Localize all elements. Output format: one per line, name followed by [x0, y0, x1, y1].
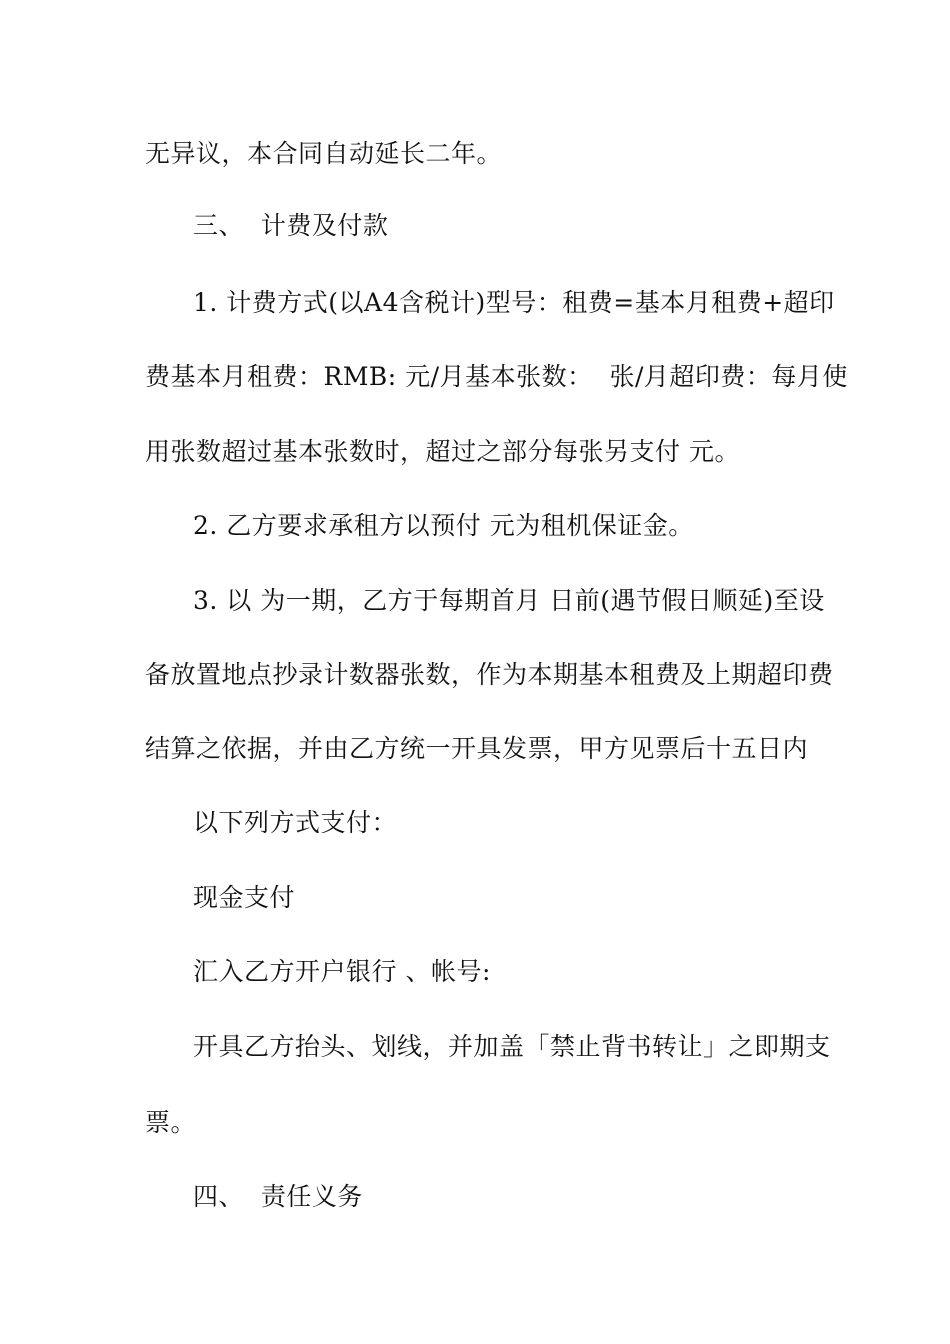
section-heading-responsibilities: 四、 责任义务	[193, 1182, 363, 1211]
clause-3-line-2: 备放置地点抄录计数器张数，作为本期基本租费及上期超印费	[145, 660, 834, 689]
clause-3-line-3: 结算之依据，并由乙方统一开具发票，甲方见票后十五日内	[145, 734, 809, 763]
clause-3-line-1: 3. 以 为一期，乙方于每期首月 日前(遇节假日顺延)至设	[193, 586, 825, 615]
payment-method-cash: 现金支付	[193, 883, 296, 912]
clause-1-line-2: 费基本月租费：RMB: 元/月基本张数： 张/月超印费：每月使	[145, 362, 848, 391]
payment-methods-intro: 以下列方式支付：	[193, 808, 398, 837]
clause-2: 2. 乙方要求承租方以预付 元为租机保证金。	[193, 511, 694, 540]
paragraph-line-renewal: 无异议，本合同自动延长二年。	[145, 139, 503, 168]
payment-method-cheque-line-2: 票。	[145, 1108, 197, 1137]
clause-1-line-3: 用张数超过基本张数时，超过之部分每张另支付 元。	[145, 437, 740, 466]
payment-method-cheque-line-1: 开具乙方抬头、划线，并加盖「禁止背书转让」之即期支	[193, 1032, 831, 1061]
clause-1-line-1: 1. 计费方式(以A4含税计)型号：租费=基本月租费+超印	[193, 288, 835, 317]
payment-method-bank-transfer: 汇入乙方开户银行 、帐号:	[193, 957, 491, 986]
section-heading-billing: 三、 计费及付款	[193, 211, 389, 240]
